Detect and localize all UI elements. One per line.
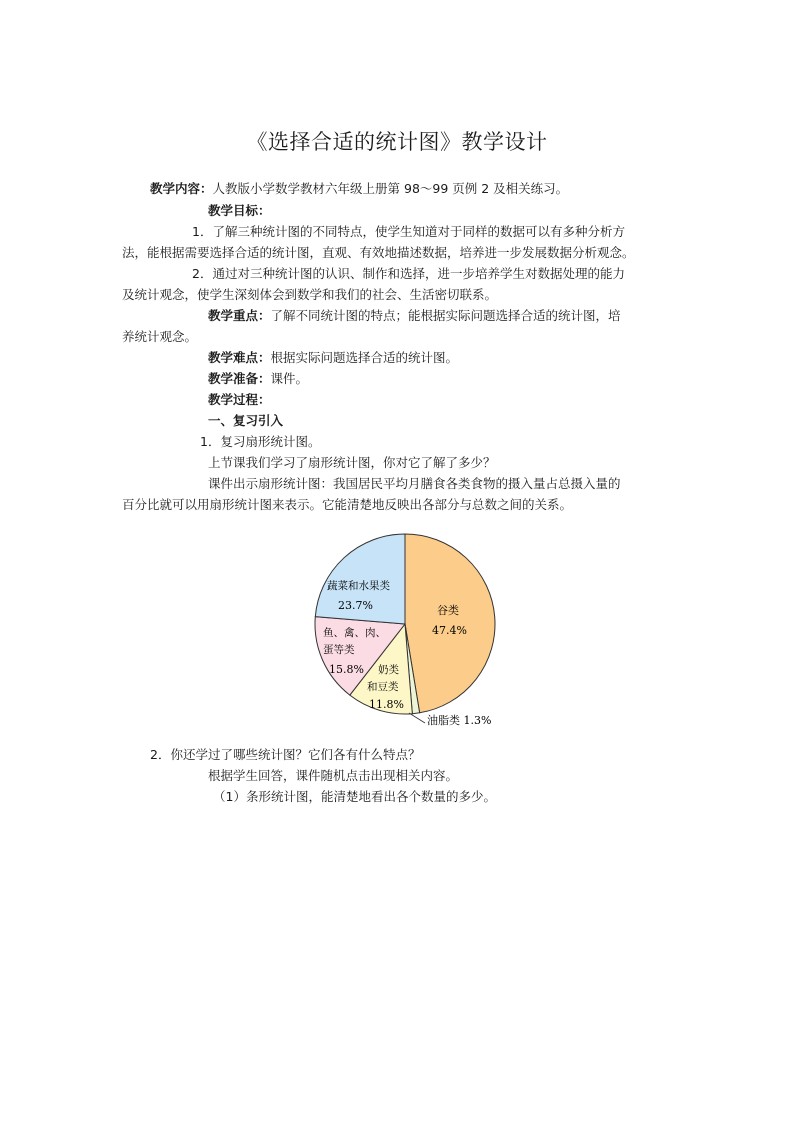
oil-leader-line	[409, 713, 425, 723]
key-point-line	[208, 308, 621, 324]
goal-2-line-1: 2．通过对三种统计图的认识、制作和选择，进一步培养学生对数据处理的能力	[192, 266, 625, 281]
step-2-answer: 根据学生回答，课件随机点击出现相关内容。	[208, 768, 459, 783]
dairy-name-line-2: 和豆类	[367, 681, 399, 693]
key-point-label: 教学重点：	[208, 308, 271, 323]
key-point-line-2: 养统计观念。	[122, 329, 198, 344]
step-1-heading: 1．复习扇形统计图。	[200, 434, 321, 449]
meat-name-line-2: 蛋等类	[323, 644, 355, 656]
veg-name-label: 蔬菜和水果类	[327, 580, 390, 592]
section-1-heading: 一、复习引入	[208, 413, 284, 428]
dairy-value-label: 11.8%	[369, 698, 404, 711]
content-line	[150, 181, 568, 197]
difficulty-text: 根据实际问题选择合适的统计图。	[270, 350, 459, 365]
diet-pie-chart	[300, 530, 530, 730]
goal-1-line-2: 法，能根据需要选择合适的统计图，直观、有效地描述数据，培养进一步发展数据分析观念。	[122, 245, 635, 260]
goal-1-line-1: 1．了解三种统计图的不同特点，使学生知道对于同样的数据可以有多种分析方	[192, 224, 625, 239]
step-1-question: 上节课我们学习了扇形统计图，你对它了解了多少？	[208, 455, 496, 470]
grain-name-label: 谷类	[437, 604, 459, 617]
step-2-bar-chart-note: （1）条形统计图，能清楚地看出各个数量的多少。	[213, 789, 496, 804]
difficulty-label: 教学难点：	[208, 350, 271, 365]
goals-label: 教学目标：	[208, 203, 271, 218]
veg-value-label: 23.7%	[338, 599, 373, 612]
document-title: 《选择合适的统计图》教学设计	[246, 130, 548, 154]
pie-chart-svg	[300, 530, 530, 730]
oil-label: 油脂类 1.3%	[427, 714, 492, 727]
preparation-label: 教学准备：	[208, 371, 271, 386]
difficulty-line	[208, 350, 458, 366]
grain-value-label: 47.4%	[432, 624, 467, 637]
step-1-description-2: 百分比就可以用扇形统计图来表示。它能清楚地反映出各部分与总数之间的关系。	[122, 497, 573, 512]
step-2-heading: 2．你还学过了哪些统计图？它们各有什么特点？	[150, 747, 421, 762]
content-label: 教学内容：	[150, 181, 213, 196]
meat-name-line-1: 鱼、禽、肉、	[323, 627, 386, 639]
dairy-name-line-1: 奶类	[378, 664, 399, 676]
preparation-line	[208, 371, 308, 387]
process-label: 教学过程：	[208, 392, 271, 407]
key-point-text: 了解不同统计图的特点；能根据实际问题选择合适的统计图，培	[270, 308, 621, 323]
content-text: 人教版小学数学教材六年级上册第 98～99 页例 2 及相关练习。	[212, 181, 569, 196]
preparation-text: 课件。	[270, 371, 309, 386]
step-1-description-1: 课件出示扇形统计图：我国居民平均月膳食各类食物的摄入量占总摄入量的	[208, 476, 621, 491]
meat-value-label: 15.8%	[329, 663, 364, 676]
goal-2-line-2: 及统计观念，使学生深刻体会到数学和我们的社会、生活密切联系。	[122, 287, 498, 302]
